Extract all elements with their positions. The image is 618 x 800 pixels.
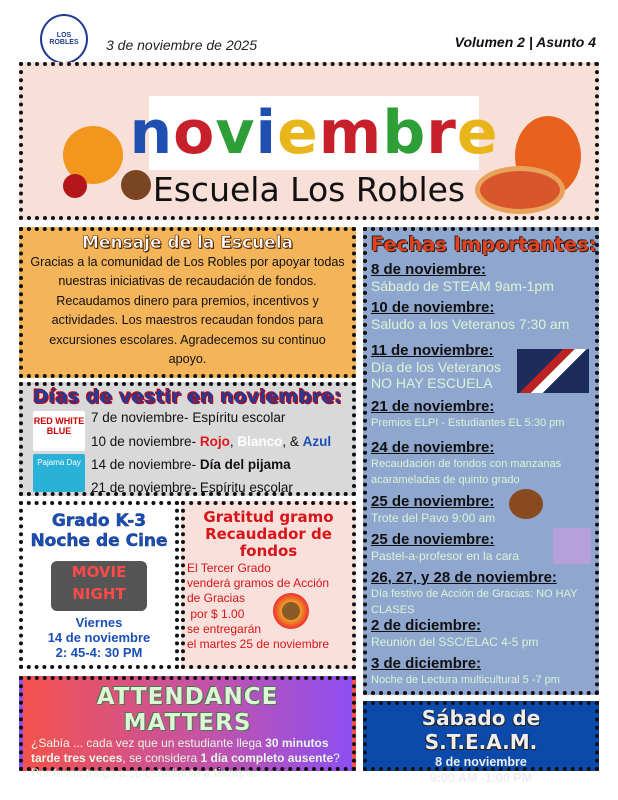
month-letter: m xyxy=(318,98,383,168)
steam-saturday-section xyxy=(363,701,599,785)
running-turkey-icon xyxy=(509,489,543,519)
image-label: Pajama Day xyxy=(37,458,81,467)
school-name: Escuela Los Robles xyxy=(152,170,466,209)
steam-time: 9:00 AM -1:00 PM xyxy=(429,771,533,785)
turkey-icon xyxy=(273,593,309,629)
gratitude-gram-body: El Tercer Grado venderá gramos de Acción de Gracias por $ 1.00 se entregarán el martes 25 de noviembre xyxy=(187,561,330,652)
month-letter: b xyxy=(382,98,427,168)
school-message-section xyxy=(19,227,356,378)
image-label: RED WHITE BLUE xyxy=(33,416,85,436)
steam-date: 8 de noviembre xyxy=(435,755,527,769)
gratitude-gram-section xyxy=(181,501,356,669)
event-date: 25 de noviembre: xyxy=(371,493,495,510)
school-message-body: Gracias a la comunidad de Los Robles por apoyar todas nuestras iniciativas de recaudación de fondos. Recaudamos dinero para premios, incentivos y actividades. Los maestros recaudan fondos para excursiones escolares. Agradecemos su continuo apoyo. xyxy=(30,255,345,367)
logo-text: LOS ROBLES xyxy=(49,32,79,46)
dress-day-row: 10 de noviembre- Rojo, Blanco, & Azul xyxy=(91,434,332,449)
month-letter: o xyxy=(173,98,216,168)
month-letter: n xyxy=(129,98,174,168)
event-text: Día festivo de Acción de Gracias: NO HAY CLASES xyxy=(371,588,578,616)
event-text: Pastel-a-profesor en la cara xyxy=(371,549,520,563)
veterans-flag-image xyxy=(517,349,589,393)
steam-title: Sábado de S.T.E.A.M. xyxy=(421,706,541,754)
gratitude-gram-title: Gratitud gramo Recaudador de fondos xyxy=(203,508,334,560)
dress-day-row: 7 de noviembre- Espíritu escolar xyxy=(91,410,286,425)
event-text: Reunión del SSC/ELAC 4-5 pm xyxy=(371,635,539,649)
date-event xyxy=(371,655,591,688)
event-text: Día de los Veteranos NO HAY ESCUELA xyxy=(371,359,501,391)
month-letter: r xyxy=(426,98,457,168)
month-letter: i xyxy=(255,98,278,168)
event-date: 24 de noviembre: xyxy=(371,439,495,456)
pajama-day-image xyxy=(33,454,85,492)
dress-day-row: 21 de noviembre- Espíritu escolar xyxy=(91,480,293,495)
movie-night-when: Viernes 14 de noviembre 2: 45-4: 30 PM xyxy=(47,615,151,660)
date-event xyxy=(371,569,591,618)
event-date: 21 de noviembre: xyxy=(371,398,495,415)
school-logo xyxy=(40,14,88,64)
important-dates-section xyxy=(363,227,599,695)
dress-day-row: 14 de noviembre- Día del pijama xyxy=(91,457,291,472)
event-date: 10 de noviembre: xyxy=(371,299,495,316)
header-banner xyxy=(19,62,599,220)
event-text: Noche de Lectura multicultural 5 -7 pm xyxy=(371,674,560,686)
date-event xyxy=(371,617,591,650)
movie-night-title: Grado K-3 Noche de Cine xyxy=(30,511,168,551)
event-text: Saludo a los Veteranos 7:30 am xyxy=(371,316,570,332)
month-title xyxy=(129,96,499,170)
event-text: Sábado de STEAM 9am-1pm xyxy=(371,278,554,294)
event-text: Premios ELPI - Estudiantes EL 5:30 pm xyxy=(371,417,565,429)
event-date: 8 de noviembre: xyxy=(371,261,487,278)
attendance-title: ATTENDANCE MATTERS xyxy=(96,684,279,736)
event-date: 26, 27, y 28 de noviembre: xyxy=(371,569,557,586)
date-event xyxy=(371,342,516,391)
date-event xyxy=(371,493,591,526)
event-date: 3 de diciembre: xyxy=(371,655,482,672)
date-event xyxy=(371,439,591,488)
event-text: Recaudación de fondos con manzanas acarameladas de quinto grado xyxy=(371,458,562,486)
dress-days-section xyxy=(19,382,356,496)
movie-night-image: MOVIE NIGHT xyxy=(51,561,147,611)
school-message-title: Mensaje de la Escuela xyxy=(82,233,293,253)
important-dates-title: Fechas Importantes: xyxy=(371,233,597,256)
movie-night-section xyxy=(19,501,179,669)
event-text: Trote del Pavo 9:00 am xyxy=(371,511,496,525)
month-letter: e xyxy=(456,98,499,168)
event-date: 25 de noviembre: xyxy=(371,531,495,548)
attendance-body: ¿Sabía ... cada vez que un estudiante llega 30 minutos tarde tres veces, se considera 1 día completo ausente? Por favor, traiga a su estudiante a tiempo. xyxy=(31,736,340,780)
red-white-blue-image xyxy=(33,411,85,451)
volume-issue: Volumen 2 | Asunto 4 xyxy=(454,34,596,50)
month-letter: e xyxy=(277,98,319,168)
event-date: 11 de noviembre: xyxy=(371,342,494,359)
date-event xyxy=(371,299,591,332)
dress-days-title: Días de vestir en noviembre: xyxy=(33,386,342,408)
date-event xyxy=(371,398,591,431)
date-event xyxy=(371,261,591,294)
attendance-section xyxy=(19,676,356,780)
pie-icon xyxy=(475,166,565,214)
issue-date: 3 de noviembre de 2025 xyxy=(106,37,257,53)
pie-face-image xyxy=(553,528,591,564)
month-letter: v xyxy=(215,98,256,168)
event-date: 2 de diciembre: xyxy=(371,617,482,634)
